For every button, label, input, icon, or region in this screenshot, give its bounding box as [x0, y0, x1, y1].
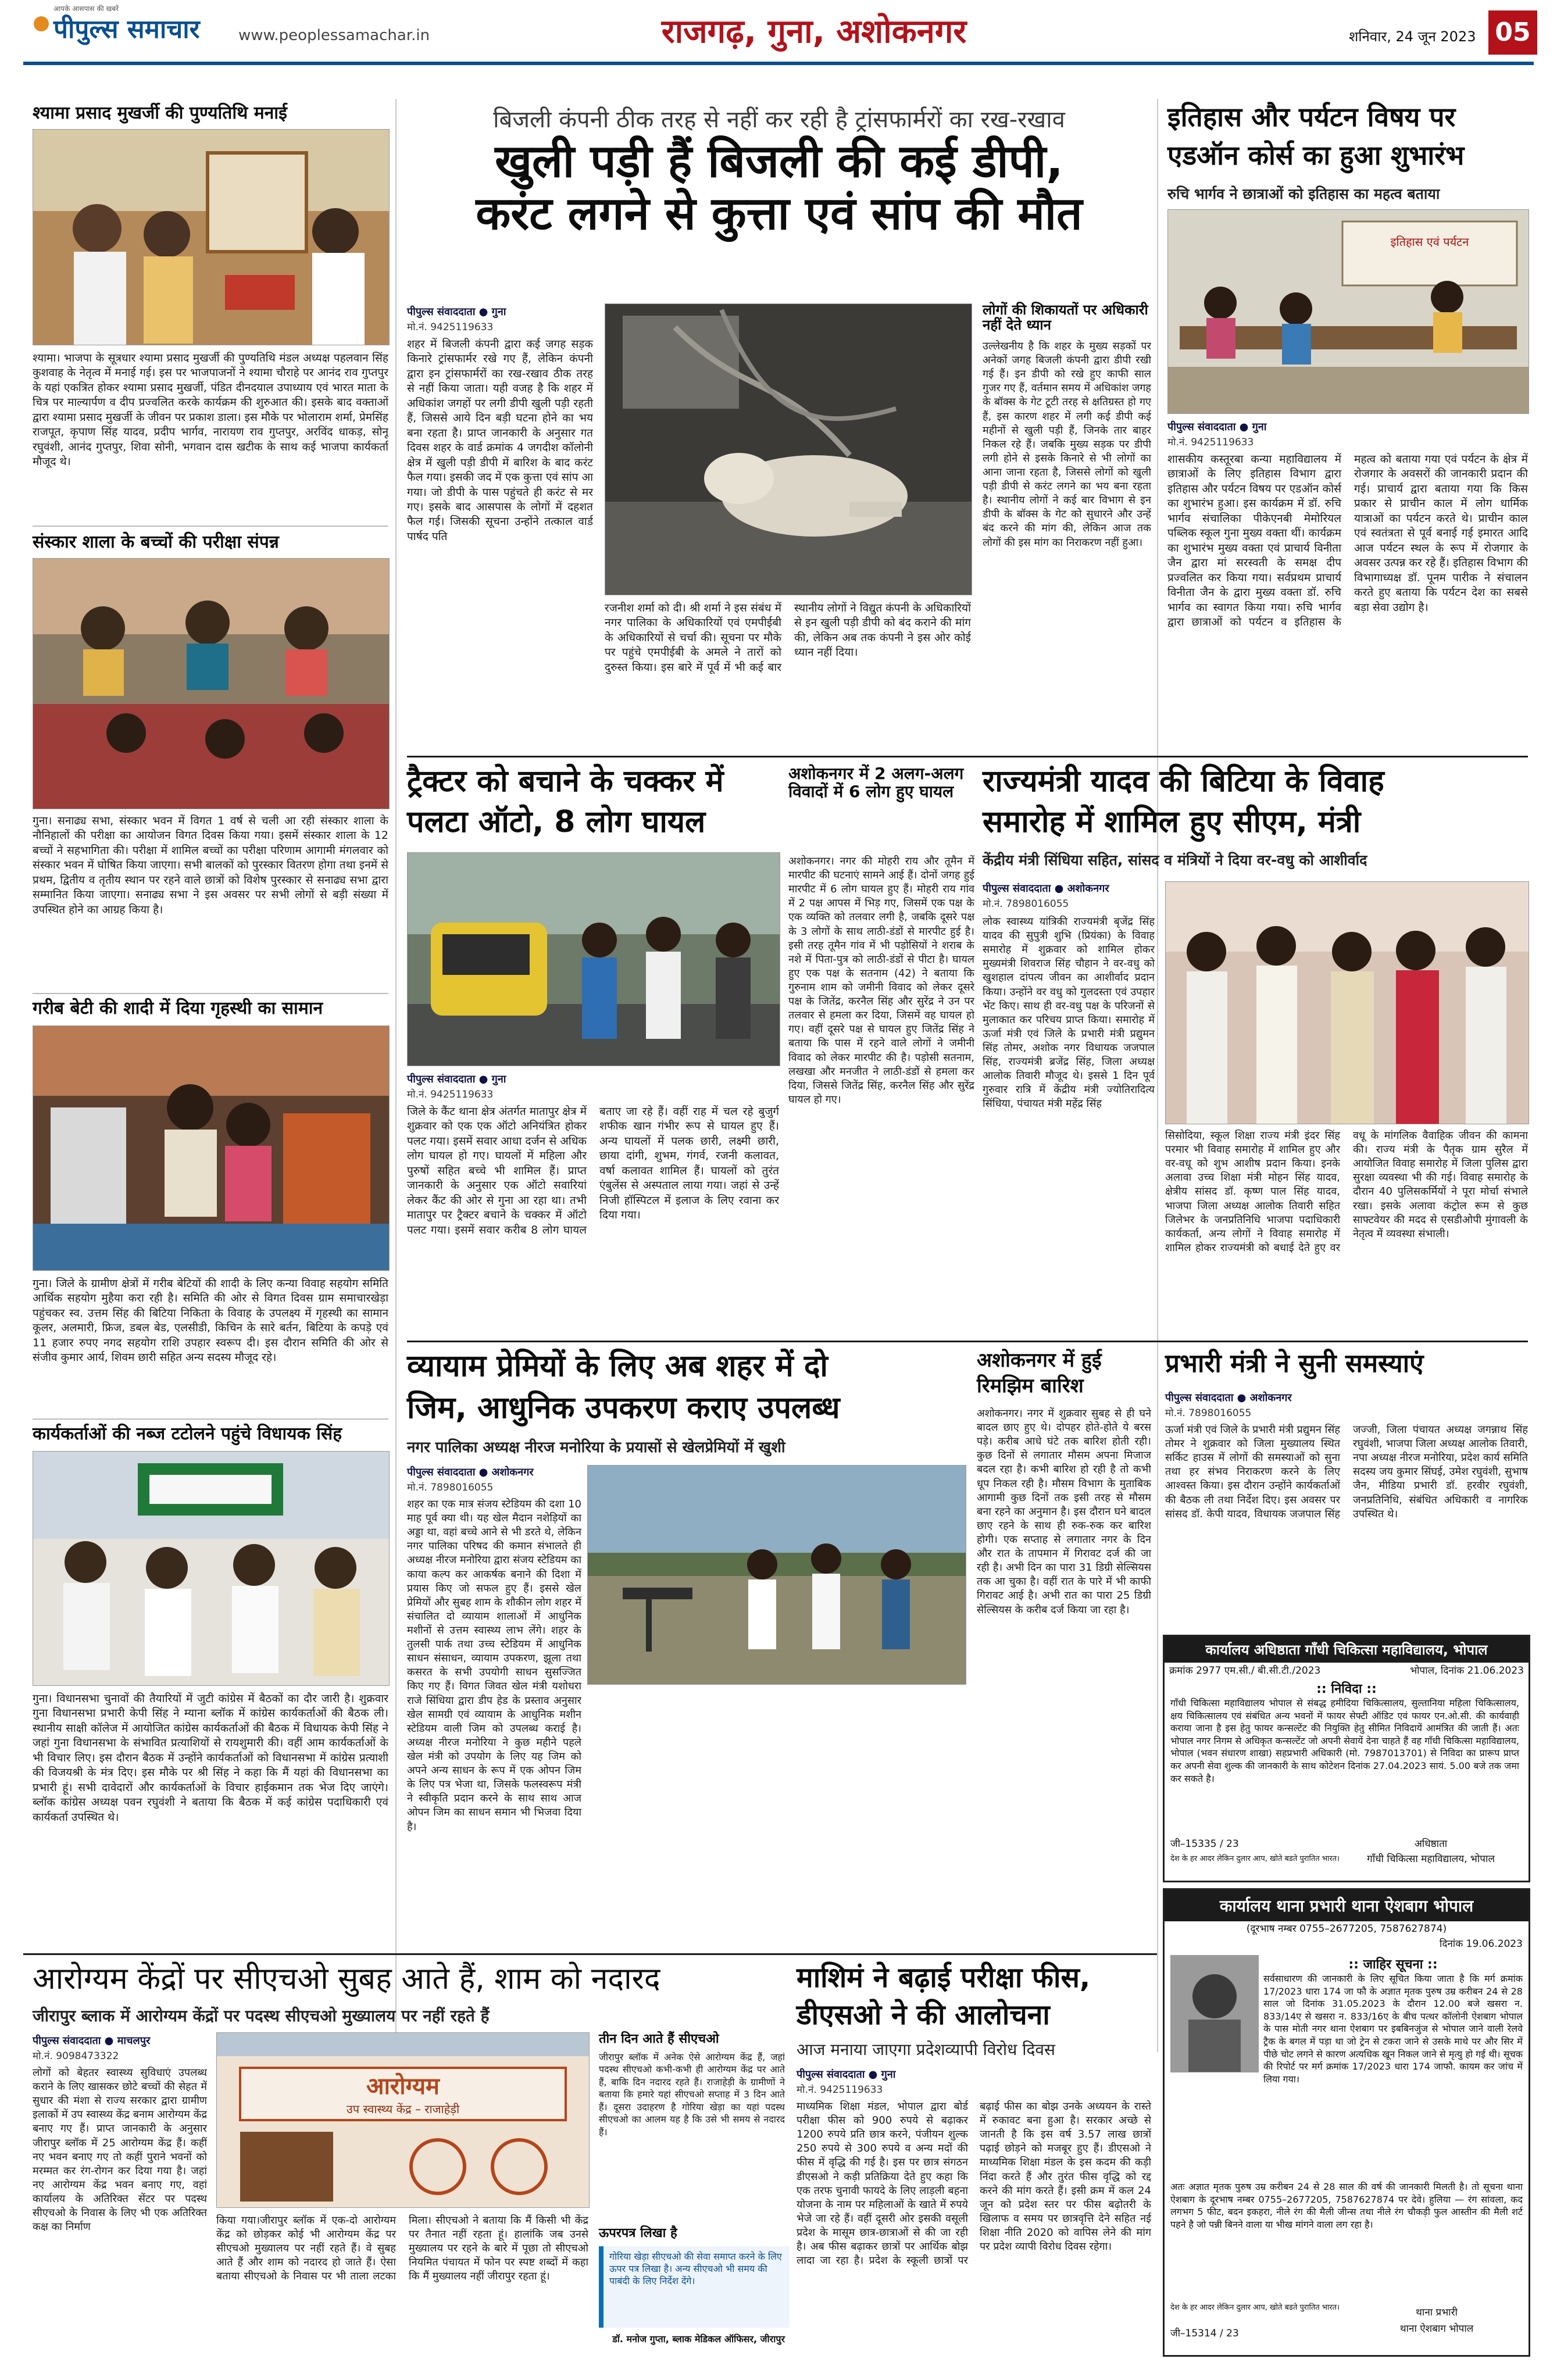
tender-sign-org: गाँधी चिकित्सा महाविद्यालय, भोपाल [1367, 1853, 1495, 1865]
brand-logo-icon [34, 16, 49, 31]
minister-byline: पीपुल्स संवाददाता ● अशोकनगर [1165, 1392, 1292, 1404]
tender-date: भोपाल, दिनांक 21.06.2023 [1410, 1665, 1524, 1677]
ashoknagar1-headline: अशोकनगर में 2 अलग-अलग विवादों में 6 लोग हुए घायल [788, 764, 964, 801]
exam-byline: पीपुल्स संवाददाता ● गुना [797, 2068, 896, 2081]
tender-body: गाँधी चिकित्सा महाविद्यालय भोपाल से संबद्ध हमीदिया चिकित्सालय, सुल्तानिया महिला चिकित्सालय, क्षय चिकित्सालय एवं संबंधित अन्य भवनों में फायर सेफ्टी ऑडिट एवं फायर एन.ओ.सी. की कार्यवाही कराया जाना है इस हेतु फायर कन्सल्टेंट की नियुक्ति हेतु सीमित निविदायें आमंत्रित की जाती हैं। अतः भोपाल नगर निगम से अधिकृत कन्सल्टेंट जो अपनी सेवायें देना चाहते हैं वह गाँधी चिकित्सा महाविद्यालय, भोपाल (भवन संधारण शाखा) सहप्रभारी अधिकारी (मो. 7987013701) से निविदा का प्रारूप प्राप्त कर अपनी सेवा शुल्क की जानकारी के साथ कोटेशन दिनांक 27.04.2023 सायं. 5.00 बजे तक जमा कर सकते है। [1170, 1698, 1519, 1784]
police-footnote: देश के हर आदर लेकिन दुलार आप, खोते बडते पुरातित भारत। [1170, 2303, 1340, 2312]
wedding-headline-line2: समारोह में शामिल हुए सीएम, मंत्री [983, 805, 1361, 839]
section-rule [407, 1341, 1528, 1342]
divider [33, 526, 388, 527]
masthead [0, 0, 1557, 64]
police-heading: :: जाहिर सूचना :: [1348, 1957, 1438, 1972]
page-number: 05 [1488, 10, 1537, 55]
gym-mobile: मो.नं. 7898016055 [407, 1482, 494, 1493]
wedding-subhead: केंद्रीय मंत्री सिंधिया सहित, सांसद व मंत्रियों ने दिया वर-वधु को आशीर्वाद [983, 852, 1367, 869]
exam-headline-line2: डीएसओ ने की आलोचना [797, 1999, 1050, 2031]
health-headline: आरोग्यम केंद्रों पर सीएचओ सुबह आते हैं, शाम को नदारद [33, 1961, 660, 1996]
police-date: दिनांक 19.06.2023 [1439, 1938, 1523, 1950]
tractor-photo [407, 852, 780, 1066]
a4-body: गुना। विधानसभा चुनावों की तैयारियों में जुटी कांग्रेस में बैठकों का दौर जारी है। शुक्रवार गुना विधानसभा प्रभारी केपी सिंह ने म्याना ब्लॉक में कांग्रेस कार्यकर्ताओं की बैठक ली। स्थानीय साक्षी कॉलेज में आयोजित कांग्रेस कार्यकर्ताओं की बैठक में विधायक केपी सिंह ने जहां गुना विधानसभा के संभावित प्रत्याशियों से रायशुमारी की। वहीं आम कार्यकर्ताओं के भी विचार लिए। इस दौरान बैठक में उन्होंने कार्यकर्ताओं को विधानसभा में कांग्रेस प्रत्याशी की विजयश्री के मंत्र दिए। इस मौके पर श्री सिंह ने कहा कि मैं यहां की विधानसभा का प्रभारी हूं। सभी दावेदारों और कार्यकर्ताओं के विचार हाईकमान तक भेज दिए जाएंगे। ब्लॉक कांग्रेस अध्यक्ष पवन रघुवंशी ने बताया कि बैठक में कई कांग्रेस पदाधिकारी एवं कार्यकर्ता उपस्थित थे। [33, 1692, 388, 1824]
history-headline-line2: एडऑन कोर्स का हुआ शुभारंभ [1167, 140, 1465, 171]
health-quote-label: ऊपरपत्र लिखा है [599, 2226, 677, 2240]
gym-headline-line1: व्यायाम प्रेमियों के लिए अब शहर में दो [407, 1349, 828, 1384]
health-side-body: जीरापुर ब्लॉक में अनेक ऐसे आरोग्यम केंद्र हैं, जहां पदस्थ सीएचओ कभी-कभी ही आरोग्यम केंद्र पर आते हैं, बाकि दिन नदारद रहते हैं। राजाहेड़ी के ग्रामीणों ने बताया कि हमारे यहां सीएचओ सप्ताह में 3 दिन आते हैं। दूसरा उदाहरण है गोरिया खेड़ा का यहां पदस्थ सीएचओ का आलम यह है कि उसे भी समय से नदारद हैं। [599, 2052, 785, 2138]
health-body1: लोगों को बेहतर स्वास्थ्य सुविधाएं उपलब्ध कराने के लिए खासकर छोटे बच्चों की सेहत में सुधार की मंशा से राज्य सरकार द्वारा ग्रामीण इलाकों में उप स्वास्थ्य केंद्र बनाम आरोग्यम केंद्र बनाए गए हैं। प्राप्त जानकारी के अनुसार जीरापुर ब्लॉक में 25 आरोग्यम केंद्र हैं। कहीं नए भवन बनाए गए तो कहीं पुराने भवनों को मरम्मत कर रंग-रोगन कर दिया गया है। जहां नए आरोग्यम केंद्र भवन बनाए गए, वहां कार्यालय के अतिरिक्त सेंटर पर पदस्थ सीएचओ के निवास के लिए भी एक अतिरिक्त कक्ष का निर्माण [33, 2067, 207, 2234]
lead-photo-caption: रजनीश शर्मा को दी। श्री शर्मा ने इस संबंध में नगर पालिका के अधिकारियों एवं एमपीईबी के अधिकारियों से चर्चा की। सूचना पर मौके पर पहुंचे एमपीईबी के अमले ने तारों को दुरुस्त किया। इस बारे में पूर्व में भी कई बार स्थानीय लोगों ने विद्युत कंपनी के अधिकारियों से इन खुली पड़ी डीपी को बंद कराने की मांग की, लेकिन अब तक कंपनी ने इस ओर कोई ध्यान नहीं दिया। [605, 602, 971, 674]
tender-ref: क्रमांक 2977 एम.सी./ बी.सी.टी./2023 [1169, 1665, 1321, 1677]
a2-headline: संस्कार शाला के बच्चों की परीक्षा संपन्न [33, 532, 279, 552]
health-body2: किया गया।जीरापुर ब्लॉक में एक-दो आरोग्यम केंद्र को छोड़कर कोई भी आरोग्यम केंद्र पर सीएचओ मुख्यालय पर नहीं रहते हैं। वे सुबह आते हैं और शाम को नदारद हो जाते हैं। ऐसा बताया सीएचओ के निवास पर भी ताला लटका मिला। सीएचओ ने बताया कि मैं किसी भी केंद्र पर तैनात नहीं रहता हूं। हालांकि जब उनसे मुख्यालय पर रहने के बारे में पूछा तो सीएचओ नियमित पंचायत में फोन पर स्पष्ट शब्दों में कहा कि मैं मुख्यालय नहीं जीरापुर रहता हूं। [216, 2214, 588, 2283]
history-body: शासकीय कस्तूरबा कन्या महाविद्यालय में छात्राओं के लिए इतिहास विभाग द्वारा इतिहास और पर्यटन विषय पर एडऑन कोर्स का शुभारंभ हुआ। इस कार्यक्रम में डॉ. रुचि भार्गव संचालिका पीकेएनबी मेमोरियल पब्लिक स्कूल गुना मुख्य वक्ता थीं। कार्यक्रम का शुभारंभ मुख्य वक्ता एवं प्राचार्य विनीता जैन द्वारा मां सरस्वती के समक्ष दीप प्रज्वलित कर किया गया। सर्वप्रथम प्राचार्य विनीता जैन के द्वारा मुख्य वक्ता डॉ. रुचि भार्गव का स्वागत किया गया। रुचि भार्गव द्वारा छात्राओं को पर्यटन व इतिहास के महत्व को बताया गया एवं पर्यटन के क्षेत्र में रोजगार के अवसरों की जानकारी प्रदान की गई। प्राचार्य द्वारा बताया गया कि किस प्रकार से प्राचीन काल में लोग धार्मिक यात्राओं का पर्यटन करते थे। प्राचीन काल एवं स्वतंत्रता से पूर्व बनाई गई इमारत आदि आज पर्यटन स्थल के रूप में रोजगार के अवसर उत्पन्न कर रहे हैं। इतिहास विभाग की विभागाध्यक्ष डॉ. पूनम पारीक ने संचालन करते हुए बताया कि पर्यटन देश का सबसे बड़ा सेवा उद्योग है। [1167, 453, 1528, 628]
health-side-head: तीन दिन आते हैं सीएचओ [599, 2032, 719, 2046]
rain-body: अशोकनगर। नगर में शुक्रवार सुबह से ही घने बादल छाए हुए थे। दोपहर होते-होते ये बरस पड़े। करीब आधे घंटे तक बारिश होती रही। कुछ दिनों से लगातार मौसम अपना मिजाज बदल रहा है। कभी बारिश हो रही है तो कभी धूप निकल रही है। मौसम विभाग के मुताबिक आगामी कुछ दिनों तक इसी तरह से मौसम बना रहने का अनुमान है। इस दौरान घने बादल छाए रहने के साथ ही रुक-रुक कर बारिश होगी। एक सप्ताह से लगातार नगर के दिन और रात के तापमान में गिरावट दर्ज की जा रही है। अभी दिन का पारा 31 डिग्री सेल्सियस तक आ चुका है। वहीं रात के पारे में भी काफी गिरावट आई है। अभी रात का पारा 25 डिग्री सेल्सियस के करीब दर्ज किया जा रहा है। [977, 1407, 1151, 1616]
wedding-mobile: मो.नं. 7898016055 [983, 898, 1069, 910]
police-title: कार्यालय थाना प्रभारी थाना ऐशबाग भोपाल [1165, 1890, 1529, 1921]
lead-headline-line2: करंट लगने से कुत्ता एवं सांप की मौत [476, 188, 1083, 240]
a2-body: गुना। सनाढ्य सभा, संस्कार भवन में विगत 1 वर्ष से चली आ रही संस्कार शाला के नौनिहालों की परीक्षा का आयोजन विगत दिवस किया गया। इसमें संस्कार शाला के 12 बच्चों ने सहभागिता की। परीक्षा में शामिल बच्चों का परीक्षा परिणाम आगामी मंगलवार को संस्कार भवन में घोषित किया जाएगा। सभी बालकों को पुरस्कार वितरण होगा तथा इनमें से प्रथम, द्वितीय व तृतीय स्थान पर रहने वाले छात्रों को विशेष पुरस्कार से सनाढ्य सभा द्वारा सम्मानित किया जाएगा। सनाढ्य सभा ने इस अवसर पर सभी लोगों से बड़ी संख्या में उपस्थित होने का आग्रह किया है। [33, 814, 388, 916]
divider [33, 993, 388, 994]
brand-tagline: आपके आसपास की खबरें [53, 5, 119, 13]
lead-byline: पीपुल्स संवाददाता ● गुना [407, 306, 506, 318]
tender-sign-role: अधिष्ठाता [1414, 1838, 1448, 1850]
wedding-headline-line1: राज्यमंत्री यादव की बिटिया के विवाह [983, 764, 1384, 799]
health-photo-sign2: उप स्वास्थ्य केंद्र – राजाहेड़ी [346, 2102, 460, 2116]
ashoknagar1-body: अशोकनगर। नगर की मोहरी राय और तूमैन में मारपीट की घटनाएं सामने आई हैं। दोनों जगह हुई मारपीट में 6 लोग घायल हुए हैं। मोहरी राय गांव में 2 पक्ष आपस में भिड़ गए, जिसमें एक पक्ष के एक व्यक्ति को तलवार लगी है, जबकि दूसरे पक्ष के 3 लोगों के साथ लाठी-डंडों से मारपीट हुई है। इसी तरह तूमैन गांव में भी पड़ोसियों ने शराब के नशे में पिता-पुत्र को लाठी-डंडों से पीटा है। घायल हुए एक पक्ष के सतनाम (42) ने बताया कि गुरुनाम शाम को जमीनी विवाद को लेकर दूसरे पक्ष के जितेंद्र, करनैल सिंह और सुरेंद्र ने उन पर तलवार से हमला कर दिया, जिसमें वह घायल हो गए। वहीं दूसरे पक्ष से घायल हुए जितेंद्र सिंह ने बताया कि पास में रहने वाले लोगों ने जमीनी विवाद को लेकर मारपीट की है। पड़ोसी सतनाम, लखखा और मनजीत ने लाठी-डंडों से हमला कर दिया, जिससे जितेंद्र सिंह, करनैल सिंह और सुरेंद्र घायल हो गए। [788, 855, 974, 1106]
police-sign-role: थाना प्रभारी [1416, 2307, 1458, 2318]
health-byline: पीपुल्स संवाददाता ● माचलपुर [33, 2035, 151, 2047]
a1-photo [33, 129, 390, 345]
tender-code: जी–15335 / 23 [1170, 1838, 1239, 1850]
gym-byline: पीपुल्स संवाददाता ● अशोकनगर [407, 1466, 534, 1478]
exam-headline-line1: माशिमं ने बढ़ाई परीक्षा फीस, [797, 1961, 1091, 1994]
health-quote [599, 2246, 790, 2328]
a4-photo [33, 1451, 390, 1686]
rain-headline-line2: रिमझिम बारिश [977, 1374, 1084, 1398]
gym-subhead: नगर पालिका अध्यक्ष नीरज मनोरिया के प्रयासों से खेलप्रेमियों में खुशी [407, 1439, 785, 1456]
a3-photo [33, 1025, 390, 1271]
lead-side-body: उल्लेखनीय है कि शहर के मुख्य सड़कों पर अनेकों जगह बिजली कंपनी द्वारा डीपी रखी गई हैं। इन डीपी को रखे हुए काफी साल गुजर गए हैं, वर्तमान समय में अधिकांश जगह के बॉक्स के गेट टूटी तरह से क्षतिग्रस्त हो गए हैं, इस कारण शहर में लगी कई डीपी कई महीनों से खुली पड़ी हैं, जिनके तार बाहर निकल रहे हैं। जबकि मुख्य सड़क पर डीपी लगी होने से इसके किनारे से भी लोगों का आना जाना रहता है, जिससे लोगों को खुली पड़ी डीपी से करंट लगने का भय बना रहता है। स्थानीय लोगों ने कई बार विभाग से इन डीपी के बॉक्स के गेट को सुधारने और उन्हें बंद करने की मांग की, लेकिन आज तक लोगों की इस मांग का निराकरण नहीं हुआ। [983, 340, 1151, 549]
health-photo [216, 2032, 590, 2208]
region-title: राजगढ़, गुना, अशोकनगर [661, 13, 967, 51]
police-notice [1163, 1888, 1530, 2357]
wedding-photo [1165, 881, 1529, 1124]
minister-headline: प्रभारी मंत्री ने सुनी समस्याएं [1165, 1349, 1424, 1378]
gym-photo [587, 1465, 966, 1685]
exam-mobile: मो.नं. 9425119633 [797, 2084, 883, 2096]
gym-headline-line2: जिम, आधुनिक उपकरण कराए उपलब्ध [407, 1391, 840, 1425]
section-rule [983, 756, 1528, 757]
divider [33, 1418, 388, 1420]
column-divider [395, 99, 397, 2052]
police-code: जी–15314 / 23 [1170, 2328, 1239, 2339]
wedding-body2: सिसोदिया, स्कूल शिक्षा राज्य मंत्री इंदर सिंह परमार भी विवाह समारोह में शामिल हुए और वर-वधू को शुभ आशीष प्रदान किया। इनके अलावा उच्च शिक्षा मंत्री मोहन सिंह यादव, क्षेत्रीय सांसद डॉ. कृष्ण पाल सिंह यादव, भाजपा जिला अध्यक्ष आलोक तिवारी सहित जिलेभर के जनप्रतिनिधि भाजपा पदाधिकारी कार्यकर्ता, अन्य लोगों ने विवाह समारोह में शामिल होकर राज्यमंत्री को बधाई देते हुए वर वधू के मांगलिक वैवाहिक जीवन की कामना की। राज्य मंत्री के पैतृक ग्राम सुरैल में आयोजित विवाह समारोह में जिला पुलिस द्वारा सुरक्षा व्यवस्था भी की गई। विवाह समारोह के दौरान 40 पुलिसकर्मियों ने पूरा मोर्चा संभाले रखा। इसके अलावा कंट्रोल रूम से कुछ साफ्टवेयर की मदद से एसडीओपी मुंगावली के नेतृत्व में व्यवस्था संभाली। [1165, 1130, 1528, 1254]
brand-name: पीपुल्स समाचार [53, 15, 200, 44]
history-photo [1167, 209, 1529, 414]
tractor-headline-line1: ट्रैक्टर को बचाने के चक्कर में [407, 764, 724, 799]
a3-body: गुना। जिले के ग्रामीण क्षेत्रों में गरीब बेटियों की शादी के लिए कन्या विवाह सहयोग समिति आर्थिक सहयोग मुहैया करा रही है। समिति की ओर से विगत दिवस ग्राम समाचारखेड़ा पहुंचकर स्व. उत्तम सिंह की बिटिया निकिता के विवाह के उपलक्ष्य में गृहस्थी का सामान कूलर, अलमारी, फ्रिज, डबल बेड, एलसीडी, किचिन के सारे बर्तन, बिटिया के कपड़े एवं 11 हजार रुपए नगद सहयोग राशि उपहार स्वरूप दी। इस दौरान समिति की ओर से संजीव कुमार आर्य, शिवम छारी सहित अन्य सदस्य मौजूद रहे। [33, 1277, 388, 1364]
wedding-body1: लोक स्वास्थ्य यांत्रिकी राज्यमंत्री बृजेंद्र सिंह यादव की सुपुत्री शुभि (प्रियंका) के विवाह समारोह में शुक्रवार को शामिल होकर मुख्यमंत्री शिवराज सिंह चौहान ने वर-वधु को खुशहाल दांपत्य जीवन का आशीर्वाद प्रदान किया। उन्होंने वर वधु को गुलदस्ता एवं उपहार भेंट किए। साथ ही वर-वधु पक्ष के परिजनों से मुलाकात कर परिचय प्राप्त किया। समारोह में ऊर्जा मंत्री एवं जिले के प्रभारी मंत्री प्रद्युमन सिंह तोमर, अशोक नगर विधायक जजपाल सिंह, राज्यमंत्री ब्रजेंद्र सिंह, जिला अध्यक्ष आलोक तिवारी मौजूद थे। इससे 1 दिन पूर्व गुरुवार रात्रि में केंद्रीय मंत्री ज्योतिरादित्य सिंधिया, पंचायत मंत्री महेंद्र सिंह [983, 916, 1155, 1110]
issue-date: शनिवार, 24 जून 2023 [1349, 28, 1476, 45]
website-url[interactable]: www.peoplessamachar.in [238, 27, 430, 44]
tender-footnote: देश के हर आदर लेकिन दुलार आप, खोते बडते पुरातित भारत। [1170, 1854, 1340, 1863]
a3-headline: गरीब बेटी की शादी में दिया गृहस्थी का सामान [33, 998, 323, 1019]
police-body: सर्वसाधारण की जानकारी के लिए सूचित किया जाता है कि मर्ग क्रमांक 17/2023 धारा 174 जा फौ के अज्ञात मृतक पुरुष उम्र करीबन 24 से 28 साल जो दिनांक 31.05.2023 के दौरान 12.00 बजे खसरा न. 833/14ए से खसरा न. 833/16ए के बीच पत्थर कॉलोनी ऐशबाग भोपाल के पास मोती नगर थाना ऐशबाग पर इबबिनजुंज से भोपाल जाने वाली रेलवे ट्रैक के बगल में पड़ा था जो ट्रेन से टकरा जाने से उसके माथे पर और सिर में पीछे चोट लगने से कारण अत्यधिक खून निकल जाने से मृत्यु हो गई थी। सूचक की रिपोर्ट पर मर्ग क्रमांक 17/2023 धारा 174 जाफौ. कायम कर जांच में लिया गया। [1263, 1973, 1523, 2085]
health-quote-text: गोरिया खेड़ा सीएचओ की सेवा समाप्त करने के लिए ऊपर पत्र लिखा है। अन्य सीएचओ भी समय की पाबंदी के लिए निर्देश देंगे। [609, 2251, 782, 2286]
masthead-rule [23, 62, 1534, 65]
history-mobile: मो.नं. 9425119633 [1167, 437, 1254, 448]
exam-body: माध्यमिक शिक्षा मंडल, भोपाल द्वारा बोर्ड परीक्षा फीस को 900 रुपये से बढ़ाकर 1200 रुपये प्रति छात्र करने, पंजीयन शुल्क 250 रुपये से 300 रुपये व अन्य मदों की फीस में वृद्धि की गई है। इस पर छात्र संगठन डीएसओ ने कड़ी प्रतिक्रिया देते हुए कहा कि एक तरफ चुनावी फायदे के लिए लाड़ली बहना योजना के नाम पर महिलाओं के खाते में रुपये भेजे जा रहे हैं। वहीं दूसरी ओर इसकी वसूली प्रदेश के मासूम छात्र-छात्राओं से की जा रही है। अब फीस बढ़ाकर छात्रों पर आर्थिक बोझ लादा जा रहा है। प्रदेश के स्कूली छात्रों पर बढ़ाई फीस का बोझ उनके अध्ययन के रास्ते में रुकावट बना हुआ है। सरकार अच्छे से जानती है कि इस वर्ष 3.57 लाख छात्रों पढ़ाई छोड़ने को मजबूर हुए हैं। डीएसओ ने माध्यमिक शिक्षा मंडल के इस कदम की कड़ी निंदा करते हैं और तुरंत फीस वृद्धि को रद्द करने की मांग करते हैं। इसी क्रम में कल 24 जून को प्रदेश स्तर पर फीस बढ़ोतरी के खिलाफ व समय पर छात्रवृत्ति देने सहित नई शिक्षा नीति 2020 को वापिस लेने की मांग पर प्रदेश व्यापी विरोध दिवस रहेगा। [797, 2100, 1151, 2267]
health-mobile: मो.नं. 9098473322 [33, 2050, 119, 2062]
tractor-mobile: मो.नं. 9425119633 [407, 1089, 494, 1100]
a4-headline: कार्यकर्ताओं की नब्ज टटोलने पहुंचे विधायक सिंह [33, 1424, 342, 1444]
minister-mobile: मो.नं. 7898016055 [1165, 1407, 1252, 1419]
lead-photo [605, 303, 972, 595]
tender-heading: :: निविदा :: [1316, 1682, 1377, 1696]
police-photo [1170, 1955, 1259, 2072]
column-divider [1157, 99, 1158, 2052]
a1-body: श्यामा। भाजपा के सूत्रधार श्यामा प्रसाद मुखर्जी की पुण्यतिथि मंडल अध्यक्ष पहलवान सिंह कुशवाह के नेतृत्व में मनाई गई। इस पर भाजपाजनों ने श्यामा चौराहे पर आनंद राव गुप्तपुर के यहां एकत्रित होकर श्यामा प्रसाद मुखर्जी, पंडित दीनदयाल उपाध्याय एवं भारत माता के चित्र पर माल्यार्पण व दीप प्रज्वलित करके कार्यक्रम की शुरुआत की। इसके बाद वक्ताओं द्वारा श्यामा प्रसाद मुखर्जी के जीवन पर प्रकाश डाला। इस मौके पर भोलाराम शर्मा, प्रेमसिंह राजपूत, कृपाण सिंह यादव, प्रदीप भार्गव, नारायण राव गुप्तपुर, अरविंद धाकड़, सोनू रघुवंशी, आनंद गुप्तपुर, शिवा सोनी, भगवान दास खटीक के साथ कई भाजपा कार्यकर्ता मौजूद थे। [33, 352, 388, 469]
history-byline: पीपुल्स संवाददाता ● गुना [1167, 421, 1267, 433]
history-photo-banner: इतिहास एवं पर्यटन [1390, 235, 1469, 249]
lead-mobile: मो.नं. 9425119633 [407, 321, 494, 333]
exam-subhead: आज मनाया जाएगा प्रदेशव्यापी विरोध दिवस [797, 2040, 1055, 2059]
health-quote-name: डॉ. मनोज गुप्ता, ब्लाक मेडिकल ऑफिसर, जीरापुर [612, 2333, 785, 2345]
minister-body: ऊर्जा मंत्री एवं जिले के प्रभारी मंत्री प्रद्युमन सिंह तोमर ने शुक्रवार को जिला मुख्यालय स्थित सर्किट हाउस में लोगों की समस्याओं को सुना तथा हर संभव निराकरण करने के लिए आश्वस्त किया। इस दौरान उन्होंने कार्यकर्ताओं की बैठक ली तथा निर्देश दिए। इस अवसर पर सांसद डॉ. केपी यादव, विधायक जजपाल सिंह जज्जी, जिला पंचायत अध्यक्ष जगन्नाथ सिंह रघुवंशी, भाजपा जिला अध्यक्ष आलोक तिवारी, नपा अध्यक्ष नीरज मनोरिया, प्रदेश कार्य समिति सदस्य जय कुमार सिंघई, उमेश रघुवंशी, सुभाष जैन, मीडिया प्रभारी डॉ. हरवीर रघुवंशी, जनप्रतिनिधि, संबंधित अधिकारी व नागरिक उपस्थित थे। [1165, 1424, 1528, 1520]
health-photo-sign: आरोग्यम [366, 2073, 440, 2100]
lead-kicker: बिजली कंपनी ठीक तरह से नहीं कर रही है ट्रांसफार्मरों का रख-रखाव [493, 106, 1065, 133]
lead-headline-line1: खुली पड़ी हैं बिजली की कई डीपी, [495, 135, 1063, 188]
tractor-headline-line2: पलटा ऑटो, 8 लोग घायल [407, 805, 706, 839]
a1-headline: श्यामा प्रसाद मुखर्जी की पुण्यतिथि मनाई [33, 103, 287, 123]
history-headline-line1: इतिहास और पर्यटन विषय पर [1167, 101, 1456, 133]
police-sign-org: थाना ऐशबाग भोपाल [1399, 2323, 1474, 2335]
wedding-byline: पीपुल्स संवाददाता ● अशोकनगर [983, 882, 1109, 895]
gym-body: शहर का एक मात्र संजय स्टेडियम की दशा 10 माह पूर्व क्या थी। यह खेल मैदान नशेड़ियों का अड्डा था, वहां बच्चे आने से भी डरते थे, लेकिन नगर पालिका परिषद की कमान संभालते ही अध्यक्ष नीरज मनोरिया द्वारा संजय स्टेडियम का काया कल्प कर आकर्षक बनाने की दिशा में प्रयास किए जो सफल हुए हैं। इससे खेल प्रेमियों और सुबह शाम के शौकीन लोग शहर में संचालित दो व्यायाम शालाओं में आधुनिक मशीनों से उत्तम स्वास्थ्य लाभ लेंगे। शहर के तुलसी पार्क तथा उच्च स्टेडियम में आधुनिक साधन संसाधन, व्यायाम उपकरण, झूला तथा कसरत के सभी उपयोगी साधन सुसज्जित किए गए हैं। विगत जिवत खेल मंत्री यशोधरा राजे सिंधिया द्वारा डीप हेड के प्रस्ताव अनुसार खेल सामग्री एवं व्यायाम के आधुनिक मशीन स्टेडियम वाली जिम को उपलब्ध कराई है। अध्यक्ष नीरज मनोरिया ने कुछ महीने पहले खेल मंत्री को उपयोग के लिए यह जिम को अपने अन्य साधन के रूप में एक ओपन जिम के लिए पत्र भेजा था, जिसके फलस्वरूप मंत्री ने स्वीकृति प्रदान करने के साथ साथ आज ओपन जिम का साधन समान भी भिजवा दिया है। [407, 1498, 581, 1833]
rain-headline-line1: अशोकनगर में हुई [977, 1349, 1102, 1372]
police-phone: (दूरभाष नम्बर 0755–2677205, 7587627874) [1246, 1923, 1447, 1935]
a2-photo [33, 558, 390, 809]
health-subhead: जीरापुर ब्लाक में आरोग्यम केंद्रों पर पदस्थ सीएचओ मुख्यालय पर नहीं रहते हैं [33, 2006, 490, 2025]
tender-title: कार्यालय अधिष्ठाता गाँधी चिकित्सा महाविद्यालय, भोपाल [1165, 1636, 1529, 1663]
history-subhead: रुचि भार्गव ने छात्राओं को इतिहास का महत्व बताया [1167, 185, 1440, 202]
lead-body: शहर में बिजली कंपनी द्वारा कई जगह सड़क किनारे ट्रांसफार्मर रखे गए हैं, लेकिन कंपनी द्वारा इन ट्रांसफार्मरों का रख-रखाव ठीक तरह से नहीं किया जाता। यही वजह है कि शहर में अधिकांश जगहों पर लगी डीपी खुली पड़ी रहती हैं, जिससे आये दिन बड़ी घटना होने का भय बना रहता है। प्राप्त जानकारी के अनुसार गत दिवस शहर के वार्ड क्रमांक 4 जगदीश कॉलोनी क्षेत्र में खुली पड़ी डीपी में बारिश के बाद करंट फैल गया। इसकी जद में एक कुत्ता एवं सांप आ गया। जो डीपी के पास पहुंचते ही करंट से मर गए। इसके बाद आसपास के लोगों में दहशत फैल गई। जिसकी सूचना उन्होंने तत्काल वार्ड पार्षद पति [407, 338, 593, 543]
tender-notice [1163, 1635, 1530, 1882]
section-rule [23, 1953, 1157, 1955]
lead-side-head: लोगों की शिकायतों पर अधिकारी नहीं देते ध्यान [983, 302, 1148, 334]
tractor-byline: पीपुल्स संवाददाता ● गुना [407, 1073, 506, 1085]
tractor-body: जिले के कैंट थाना क्षेत्र अंतर्गत मातापुर क्षेत्र में शुक्रवार को एक एक ऑटो अनियंत्रित होकर पलट गया। इसमें सवार आधा दर्जन से अधिक लोग घायल हो गए। घायलों में महिला और पुरुषों सहित बच्चे भी शामिल हैं। प्राप्त जानकारी के अनुसार एक ऑटो सवारियां लेकर कैंट की ओर से गुना आ रहा था। तभी मातापुर पर ट्रैक्टर बचाने के चक्कर में ऑटो पलट गया। इसमें सवार करीब 8 लोग घायल बताए जा रहे हैं। वहीं राह में चल रहे बुजुर्ग शफीक खान गंभीर रूप से घायल हुए हैं। अन्य घायलों में पलक छारी, लक्ष्मी छारी, छाया दांगी, शुभम, गंगर्व, रजनी कलावत, वर्षा कलावत शामिल हैं। घायलों को तुरंत एंबुलेंस से अस्पताल लाया गया। जहां से उन्हें निजी हॉस्पिटल में इलाज के लिए रवाना कर दिया गया। [407, 1105, 779, 1237]
police-body2: अतः अज्ञात मृतक पुरुष उम्र करीबन 24 से 28 साल की वर्ष की जानकारी मिलती है। तो सूचना थाना ऐशबाग के दूरभाष नम्बर 0755–2677205, 7587627874 पर देवे। हुलिया — रंग सांवला, कद लगभग 5 फीट, बदन इकहरा, नीले रंग की मैली जीन्स तथा नीले रंग चौकड़ी फुल आस्तीन की मैली शर्ट पहने है जो पन्नी बिनने वाला या भीख मांगने वाला लग रहा है। [1170, 2181, 1523, 2230]
